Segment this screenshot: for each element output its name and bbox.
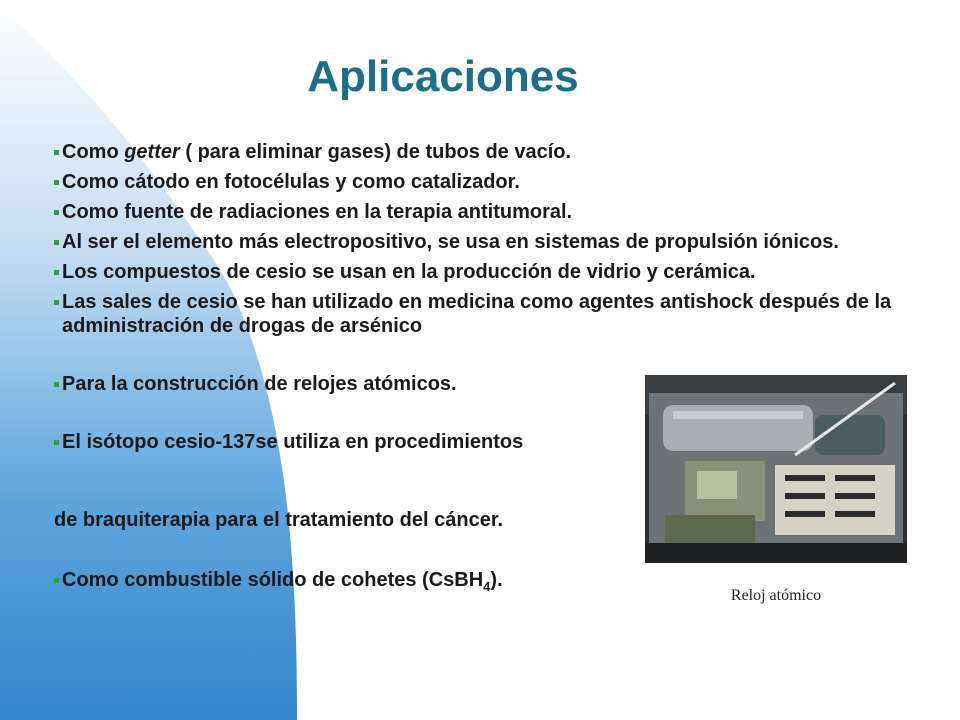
bullet-item: Al ser el elemento más electropositivo, se usa en sistemas de propulsión iónicos. [54,230,914,254]
bullet-marker [54,270,59,275]
bullet-marker [54,150,59,155]
bullet-item: Como combustible sólido de cohetes (CsBH$_4$). [54,568,503,599]
atomic-clock-photo [645,375,907,563]
image-caption: Reloj atómico [730,587,822,604]
bullet-marker [54,300,59,305]
bullet-item: El isótopo cesio-137se utiliza en procedimientos [54,430,622,454]
bullet-item: Como getter ( para eliminar gases) de tubos de vacío. [54,140,914,164]
bullet-item: Para la construcción de relojes atómicos. [54,372,622,396]
bullet-marker [54,578,59,583]
bullet-marker [54,440,59,445]
bullet-item: Los compuestos de cesio se usan en la producción de vidrio y cerámica. [54,260,914,284]
bullet-item: Como cátodo en fotocélulas y como catalizador. [54,170,914,194]
bullet-marker [54,210,59,215]
slide-title: Aplicaciones [307,52,579,101]
bullet-marker [54,382,59,387]
bullet-item: Las sales de cesio se han utilizado en medicina como agentes antishock después de la administración de drogas de arsénico [54,290,914,338]
bullet-continuation: de braquiterapia para el tratamiento del cáncer. [54,509,504,531]
bullet-item: Como fuente de radiaciones en la terapia antitumoral. [54,200,914,224]
bullet-marker [54,240,59,245]
bullet-marker [54,180,59,185]
